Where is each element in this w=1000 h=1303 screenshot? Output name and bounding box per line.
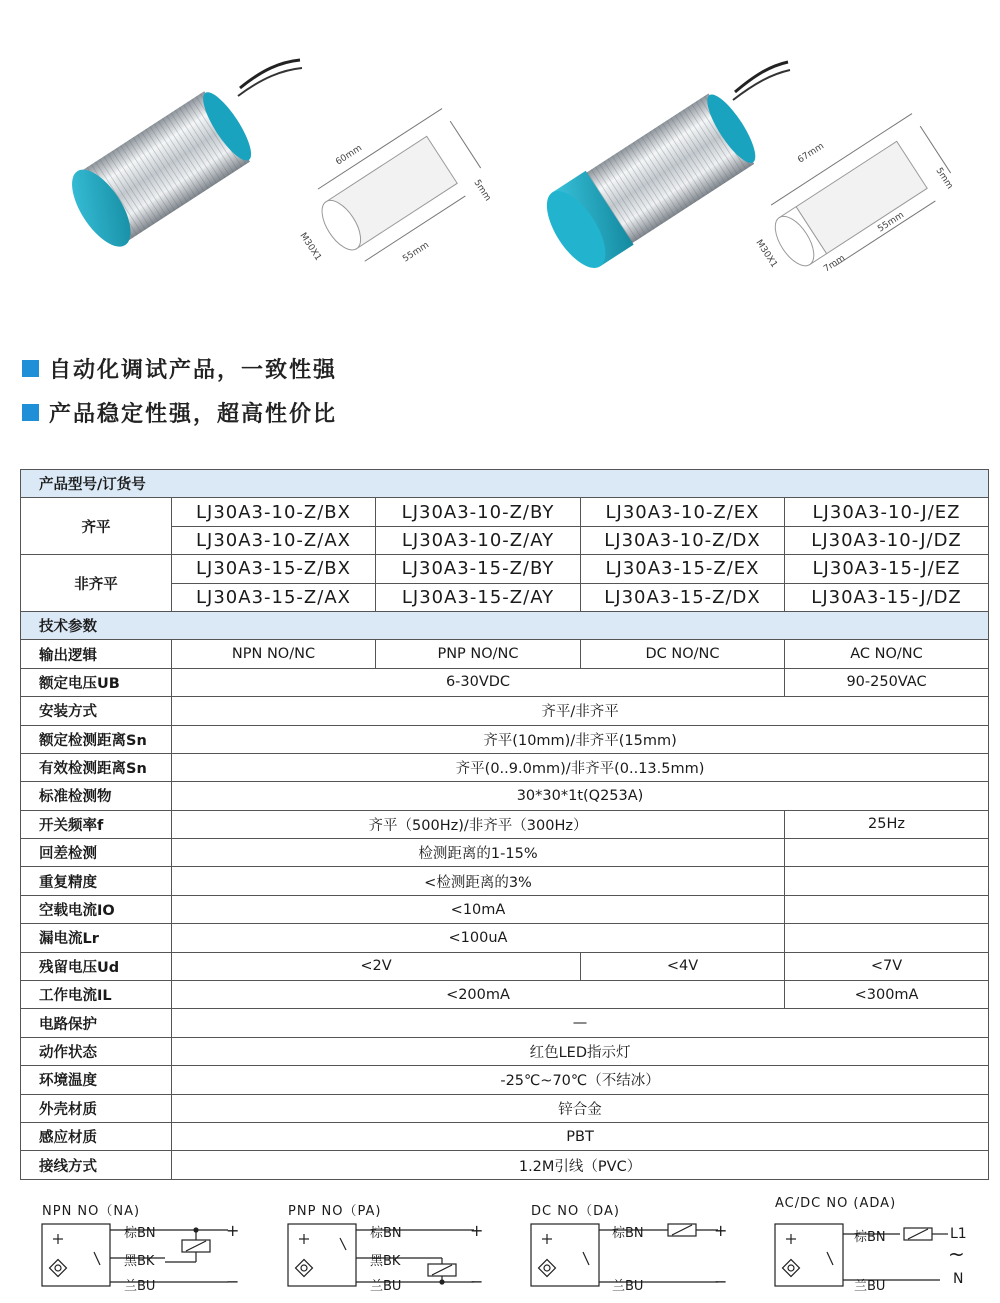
npn-plus: + [226,1221,240,1240]
table-row: 输出逻辑 NPN NO/NC PNP NO/NC DC NO/NC AC NO/NC [21,640,989,668]
flush-length-body: 55mm [401,240,431,265]
acdc-brown-label: 棕BN [854,1230,886,1245]
dc-plus: + [714,1221,728,1240]
npn-brown-label: 棕BN [124,1226,156,1241]
bullet-square-icon [22,360,39,377]
pnp-plus: + [470,1221,484,1240]
pnp-brown-label: 棕BN [370,1226,402,1241]
table-row: 残留电压Ud <2V <4V <7V [21,952,989,980]
nonflush-head: 7mm [822,253,848,275]
flush-sensor-photo [61,60,302,256]
tech-header-row: 技术参数 [21,611,989,639]
acdc-tilde: ~ [948,1242,965,1266]
pnp-title: PNP NO（PA) [288,1204,382,1219]
table-row: 额定电压UB 6-30VDC 90-250VAC [21,668,989,696]
table-row: 电路保护 — [21,1009,989,1037]
pnp-blue-label: 兰BU [370,1279,402,1294]
pnp-black-label: 黑BK [370,1254,401,1269]
npn-black-label: 黑BK [124,1254,155,1269]
flush-cable-end: 5mm [471,178,493,204]
nonflush-sensor-photo [535,62,790,277]
flush-dimension-drawing [306,109,489,269]
spec-table [20,469,989,1180]
table-row: 漏电流Lr <100uA [21,924,989,952]
flush-thread: M30X1 [297,231,323,263]
acdc-blue-label: 兰BU [854,1279,886,1294]
dc-minus: − [714,1272,728,1291]
table-row: 感应材质 PBT [21,1122,989,1150]
table-row: 环境温度 -25℃~70℃（不结冰） [21,1066,989,1094]
feature-item-2: 产品稳定性强，超高性价比 [22,397,337,427]
npn-title: NPN NO（NA) [42,1204,141,1219]
table-row: 非齐平 LJ30A3-15-Z/BX LJ30A3-15-Z/BY LJ30A3-15-Z/EX LJ30A3-15-J/EZ [21,555,989,583]
dc-brown-label: 棕BN [612,1226,644,1241]
table-row: 有效检测距离Sn 齐平(0..9.0mm)/非齐平(0..13.5mm) [21,753,989,781]
product-illustrations [0,0,1000,330]
nonflush-length-body: 55mm [876,210,906,235]
table-row: 标准检测物 30*30*1t(Q253A) [21,782,989,810]
npn-blue-label: 兰BU [124,1279,156,1294]
dc-blue-label: 兰BU [612,1279,644,1294]
table-row: 额定检测距离Sn 齐平(10mm)/非齐平(15mm) [21,725,989,753]
table-row: 回差检测 检测距离的1-15% [21,839,989,867]
table-row: 齐平 LJ30A3-10-Z/BX LJ30A3-10-Z/BY LJ30A3-10-Z/EX LJ30A3-10-J/EZ [21,498,989,526]
table-row: 动作状态 红色LED指示灯 [21,1037,989,1065]
acdc-title: AC/DC NO (ADA) [775,1196,897,1211]
pnp-minus: − [470,1272,484,1291]
table-row: 工作电流IL <200mA <300mA [21,981,989,1009]
table-row: 外壳材质 锌合金 [21,1094,989,1122]
flush-length-total: 60mm [334,143,364,168]
acdc-n: N [953,1271,964,1287]
model-header-row: 产品型号/订货号 [21,470,989,498]
table-row: 接线方式 1.2M引线（PVC） [21,1151,989,1179]
dc-title: DC NO（DA) [531,1204,620,1219]
bullet-square-icon [22,404,39,421]
feature-item-1: 自动化调试产品，一致性强 [22,353,337,383]
table-row: 重复精度 <检测距离的3% [21,867,989,895]
acdc-l1: L1 [950,1226,967,1242]
nonflush-dimension-drawing [759,114,958,285]
table-row: 安装方式 齐平/非齐平 [21,697,989,725]
table-row: 开关频率f 齐平（500Hz)/非齐平（300Hz） 25Hz [21,810,989,838]
npn-minus: − [226,1272,240,1291]
nonflush-thread: M30X1 [753,238,779,270]
table-row: LJ30A3-15-Z/AX LJ30A3-15-Z/AY LJ30A3-15-Z/DX LJ30A3-15-J/DZ [21,583,989,611]
table-row: LJ30A3-10-Z/AX LJ30A3-10-Z/AY LJ30A3-10-Z/DX LJ30A3-10-J/DZ [21,526,989,554]
sensor-drawings [0,0,1000,330]
nonflush-length-total: 67mm [796,141,826,166]
table-row: 空载电流IO <10mA [21,895,989,923]
nonflush-cable-end: 5mm [933,166,955,192]
